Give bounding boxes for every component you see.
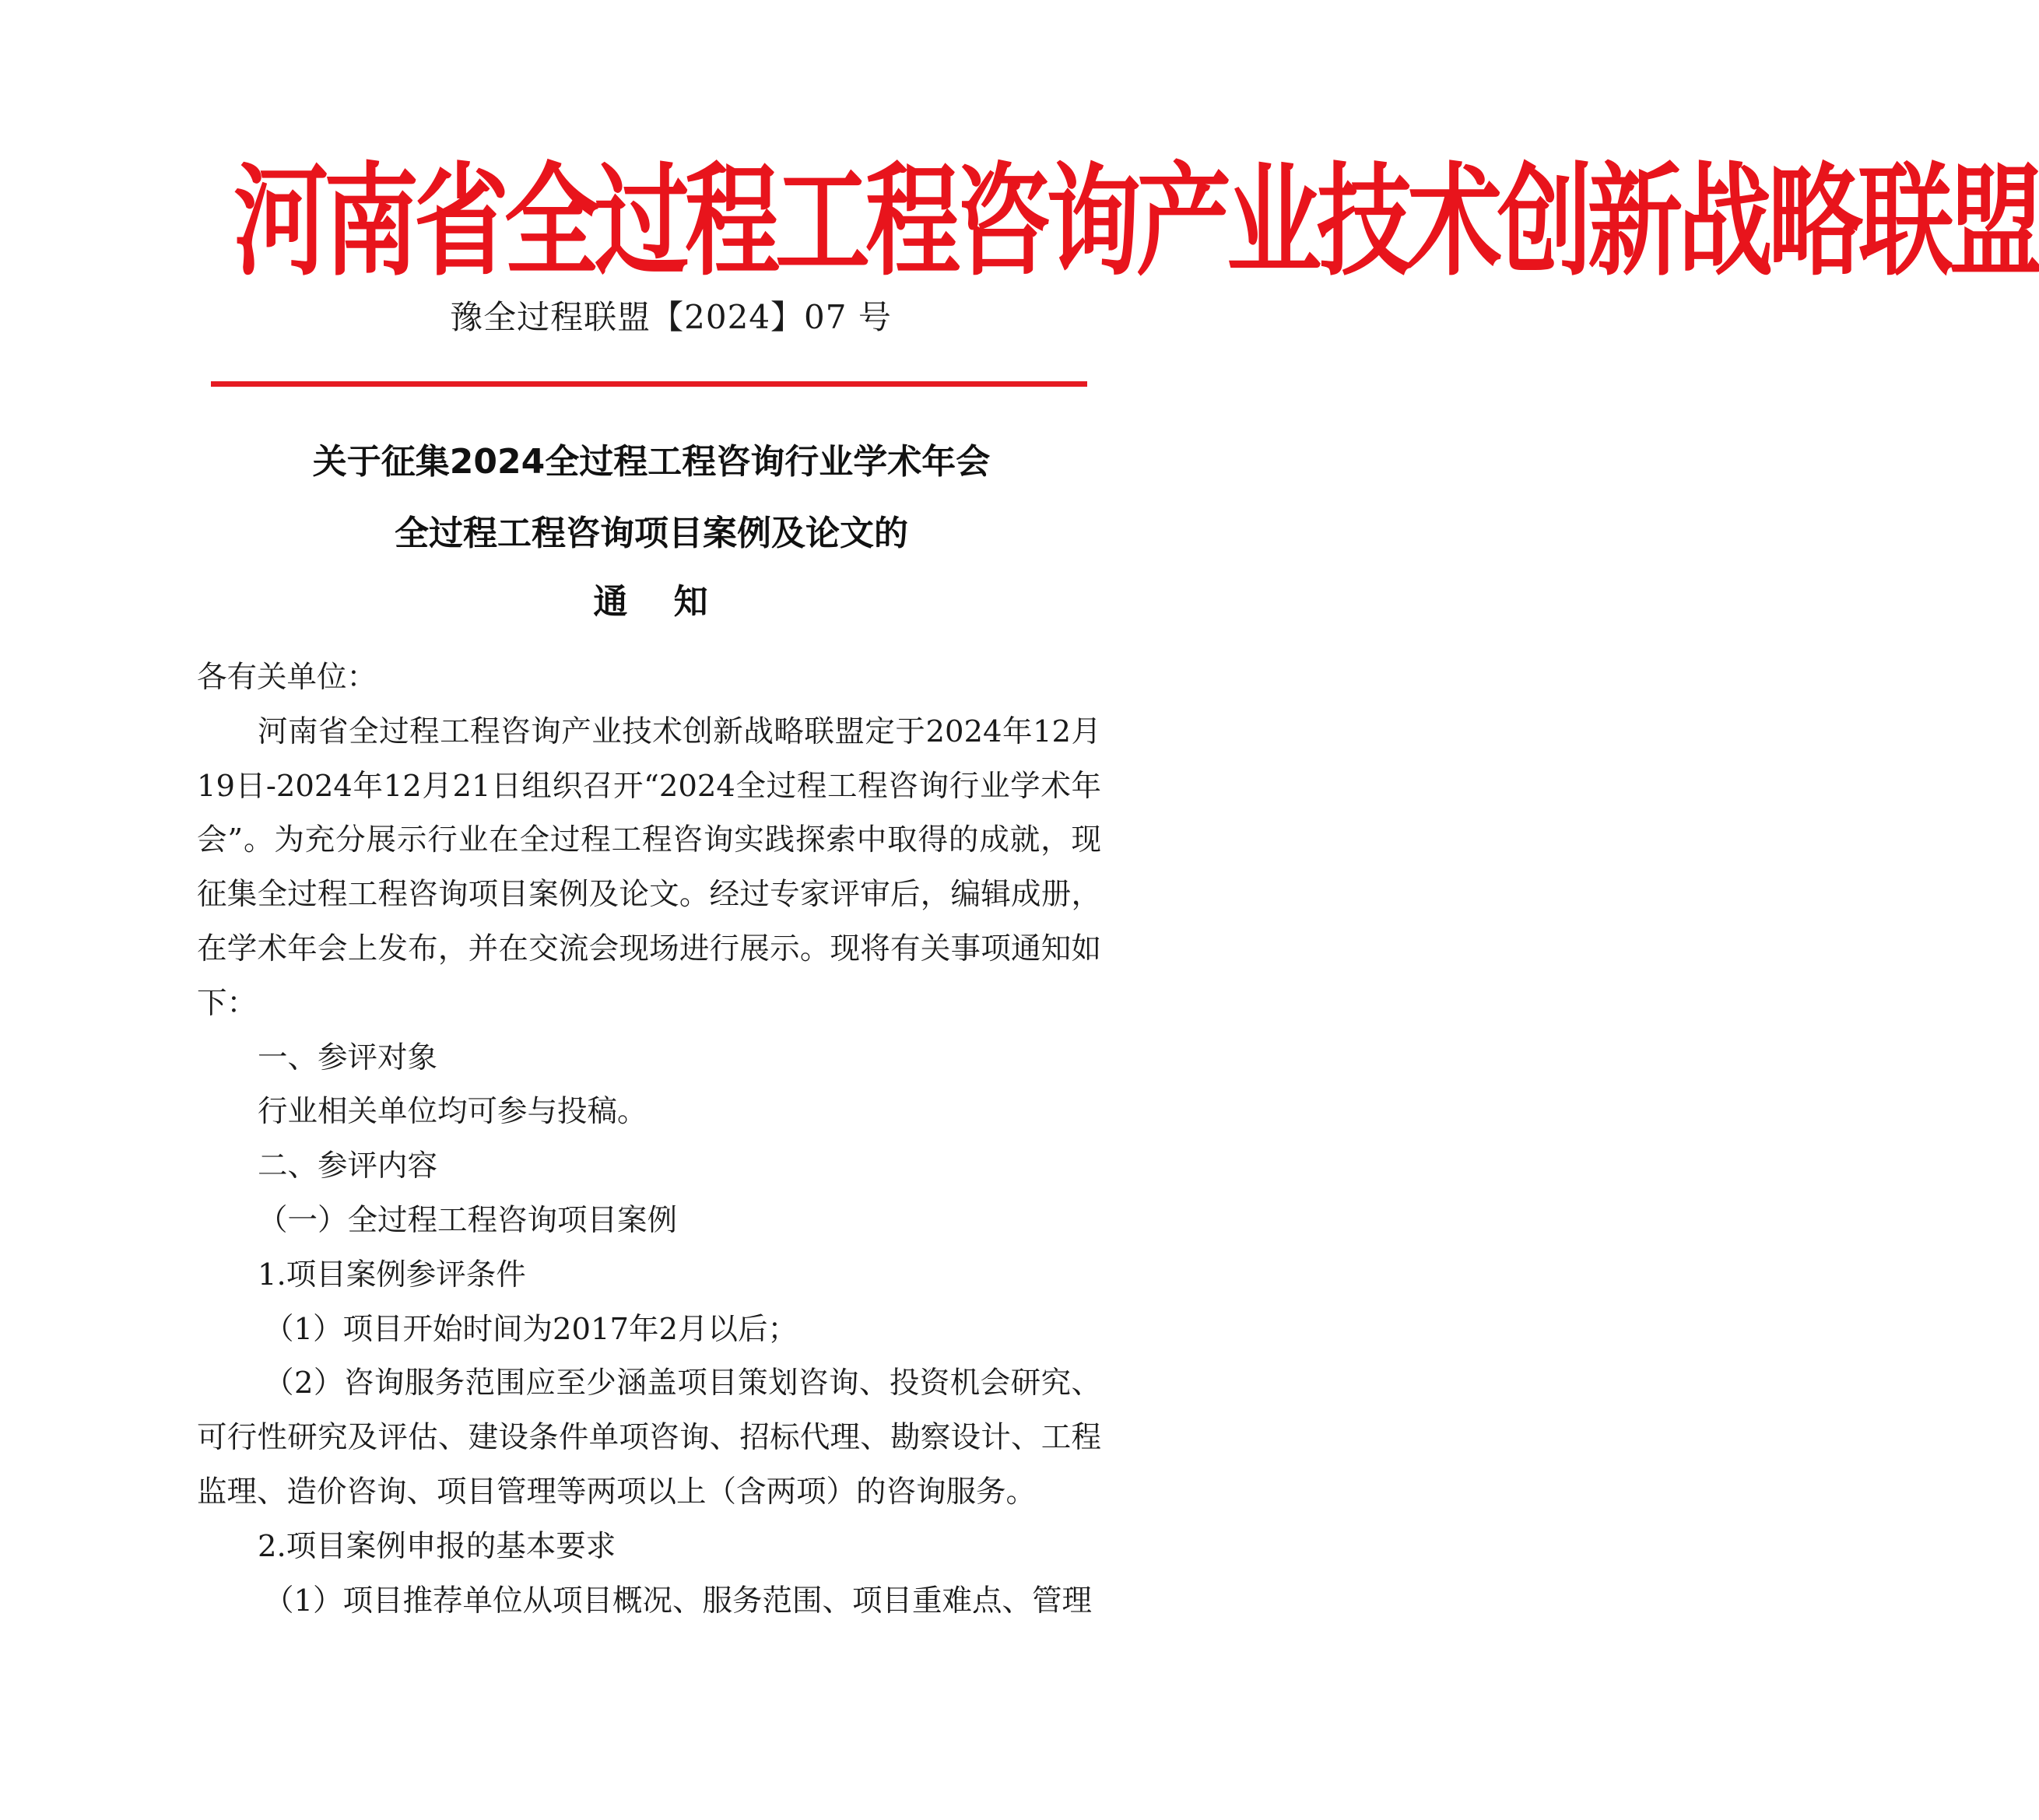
intro-paragraph: 河南省全过程工程咨询产业技术创新战略联盟定于2024年12月19日-2024年12月21日组织召开“2024全过程工程咨询行业学术年会”。为充分展示行业在全过程工程咨询实践探索中取得的成就，现征集全过程工程咨询项目案例及论文。经过专家评审后，编辑成册，在学术年会上发布，并在交流会现场进行展示。现将有关事项通知如下： (197, 714, 1101, 1021)
document-number: 豫全过程联盟【2024】07 号 (450, 298, 892, 336)
section-2-heading: 二、参评内容 (258, 1148, 438, 1184)
red-divider-rule (211, 381, 1087, 387)
section-1-heading: 一、参评对象 (258, 1040, 438, 1075)
organization-header-title: 河南省全过程工程咨询产业技术创新战略联盟 (233, 151, 2039, 293)
item-1-heading: 1.项目案例参评条件 (258, 1257, 526, 1292)
item-2-requirement-1: （1）项目推荐单位从项目概况、服务范围、项目重难点、管理 (264, 1583, 1092, 1618)
item-2-heading: 2.项目案例申报的基本要求 (258, 1528, 616, 1564)
section-1-text: 行业相关单位均可参与投稿。 (258, 1094, 647, 1130)
item-1-condition-2: （2）咨询服务范围应至少涵盖项目策划咨询、投资机会研究、可行性研究及评估、建设条件单项咨询、招标代理、勘察设计、工程监理、造价咨询、项目管理等两项以上（含两项）的咨询服务。 (197, 1366, 1101, 1510)
item-1-condition-1: （1）项目开始时间为2017年2月以后； (264, 1311, 798, 1347)
notice-title-line-3: 通 知 (593, 582, 725, 622)
notice-title-line-2: 全过程工程咨询项目案例及论文的 (395, 514, 908, 553)
notice-title-line-1: 关于征集2024全过程工程咨询行业学术年会 (312, 442, 991, 482)
subsection-1-heading: （一）全过程工程咨询项目案例 (258, 1202, 678, 1238)
notice-body (197, 651, 1101, 1628)
salutation: 各有关单位： (197, 660, 377, 695)
